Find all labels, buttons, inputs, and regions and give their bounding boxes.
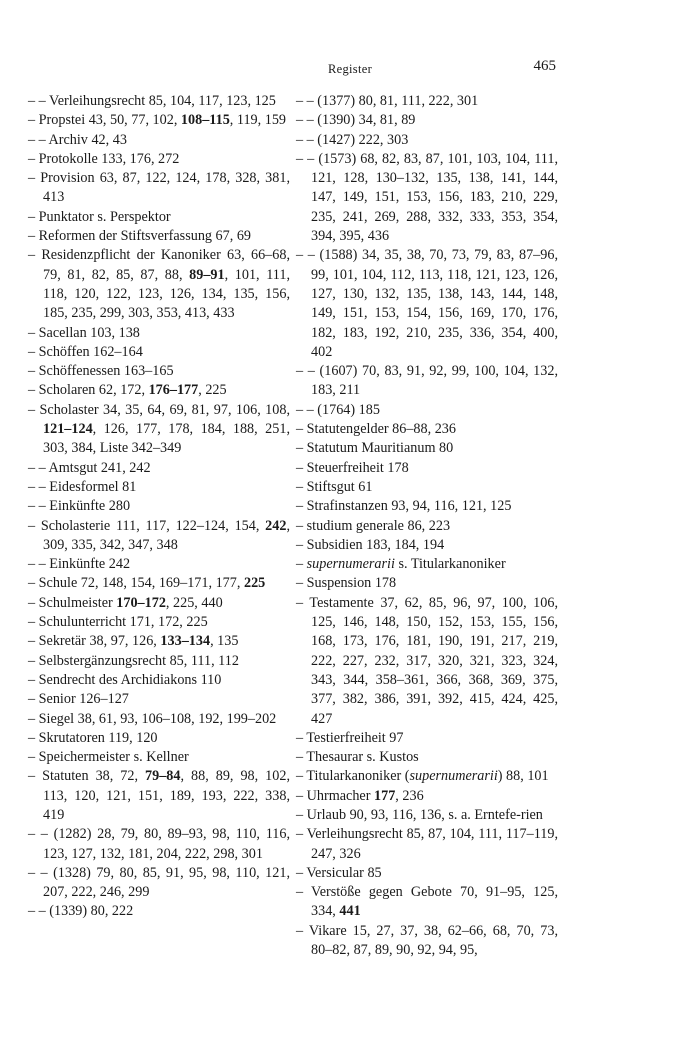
entry-text: – – Amtsgut 241, 242 xyxy=(28,459,151,476)
entry-text: – – (1573) 68, 82, 83, 87, 101, 103, 104, 111, 121, 128, 130–132, 135, 138, 141, 144, 147, 149, 151, 153, 156, 183, 210, 229, 235, 241, 269, 288, 332, 333, 353, 354, 394, 395, 436 xyxy=(296,150,558,245)
entry-text: – xyxy=(296,556,307,573)
entry-text: – Statutum Mauritianum 80 xyxy=(296,440,454,457)
index-entry xyxy=(296,150,558,246)
index-entry xyxy=(28,748,290,767)
entry-text: – Residenzpflicht der Kanoniker 63, 66–68, 79, 81, 82, 85, 87, 88, xyxy=(28,247,290,283)
index-entry xyxy=(28,690,290,709)
entry-text: – Statuten 38, 72, xyxy=(28,768,146,785)
entry-text: – Propstei 43, 50, 77, 102, xyxy=(28,112,181,129)
index-entry xyxy=(28,131,290,150)
bold-page-ref: 177 xyxy=(374,787,396,804)
page-number: 465 xyxy=(533,58,556,74)
index-entry xyxy=(28,208,290,227)
entry-text: ) 88, 101 xyxy=(497,768,549,785)
index-entry xyxy=(28,150,290,169)
bold-page-ref: 108–115 xyxy=(180,112,230,129)
entry-text: – Speichermeister s. Kellner xyxy=(28,749,189,766)
index-entry xyxy=(296,362,558,401)
entry-text: – Schulmeister xyxy=(28,594,117,611)
index-entry xyxy=(28,632,290,651)
index-entry xyxy=(296,92,558,111)
entry-text: – Testierfreiheit 97 xyxy=(296,729,404,746)
entry-text: – Testamente 37, 62, 85, 96, 97, 100, 106, 125, 146, 148, 150, 152, 153, 155, 156, 168, 173, 176, 181, 190, 191, 217, 219, 222, 227, 232, 317, 320, 321, 323, 324, 343, 344, 358–361, 366, 368, 369, 375, 377, 382, 386, 391, 392, 415, 424, 425, 427 xyxy=(296,594,558,727)
entry-text: , 88, 89, 98, 102, 113, 120, 121, 151, 189, 193, 222, 338, 419 xyxy=(43,768,291,823)
entry-text: – Punktator s. Perspektor xyxy=(28,208,171,225)
bold-page-ref: 170–172 xyxy=(116,594,166,611)
index-entry xyxy=(296,767,558,786)
entry-text: , 309, 335, 342, 347, 348 xyxy=(43,517,290,553)
index-entry xyxy=(296,787,558,806)
index-entry xyxy=(296,459,558,478)
entry-text: – Titularkanoniker ( xyxy=(296,768,410,785)
entry-text: – Statutengelder 86–88, 236 xyxy=(296,421,456,438)
index-entry xyxy=(296,478,558,497)
entry-text: – Schöffen 162–164 xyxy=(28,343,143,360)
entry-text: – Thesaurar s. Kustos xyxy=(296,749,419,766)
index-entry xyxy=(28,767,290,825)
entry-text: – Urlaub 90, 93, 116, 136, s. a. Erntefe-rien xyxy=(296,806,543,823)
entry-text: – – Archiv 42, 43 xyxy=(28,131,127,148)
bold-page-ref: 176–177 xyxy=(148,382,199,399)
index-entry xyxy=(28,246,290,323)
entry-text: – – (1764) 185 xyxy=(296,401,380,418)
entry-text: – Uhrmacher xyxy=(296,787,374,804)
entry-text: – – (1427) 222, 303 xyxy=(296,131,409,148)
index-entry xyxy=(28,613,290,632)
entry-text: , 236 xyxy=(395,787,424,804)
entry-text: – – (1588) 34, 35, 38, 70, 73, 79, 83, 87–96, 99, 101, 104, 112, 113, 118, 121, 123, 126, 127, 130, 132, 135, 138, 143, 144, 148, 149, 151, 153, 154, 156, 169, 170, 176, 182, 183, 192, 210, 235, 336, 354, 400, 402 xyxy=(296,247,558,360)
entry-text: – Scholasterie 111, 117, 122–124, 154, xyxy=(28,517,266,534)
index-entry xyxy=(28,478,290,497)
index-entry xyxy=(28,324,290,343)
index-entry xyxy=(296,420,558,439)
entry-text: – Sacellan 103, 138 xyxy=(28,324,140,341)
index-entry xyxy=(28,729,290,748)
index-entry xyxy=(28,517,290,556)
entry-text: – Versicular 85 xyxy=(296,864,382,881)
entry-text: – Strafinstanzen 93, 94, 116, 121, 125 xyxy=(296,498,512,515)
index-entry xyxy=(296,555,558,574)
entry-text: – Senior 126–127 xyxy=(28,691,129,708)
index-entry xyxy=(28,652,290,671)
index-entry xyxy=(28,710,290,729)
entry-text: s. Titularkanoniker xyxy=(394,556,506,573)
entry-text: – studium generale 86, 223 xyxy=(296,517,451,534)
entry-text: – Sendrecht des Archidiakons 110 xyxy=(28,671,222,688)
index-entry xyxy=(28,574,290,593)
index-entry xyxy=(28,594,290,613)
entry-text: – Stiftsgut 61 xyxy=(296,478,373,495)
entry-text: – Verstöße gegen Gebote 70, 91–95, 125, 334, xyxy=(296,884,558,920)
index-entry xyxy=(296,806,558,825)
entry-text: – Protokolle 133, 176, 272 xyxy=(28,150,180,167)
index-entry xyxy=(296,497,558,516)
index-column-right xyxy=(296,92,558,960)
entry-text: – – (1282) 28, 79, 80, 89–93, 98, 110, 116, 123, 127, 132, 181, 204, 222, 298, 301 xyxy=(28,826,290,862)
entry-text: – Schulunterricht 171, 172, 225 xyxy=(28,614,208,631)
index-entry xyxy=(296,825,558,864)
bold-page-ref: 79–84 xyxy=(145,768,181,785)
index-entry xyxy=(28,343,290,362)
entry-text: – Subsidien 183, 184, 194 xyxy=(296,536,445,553)
index-entry xyxy=(28,671,290,690)
index-entry xyxy=(28,401,290,459)
entry-text: – – (1377) 80, 81, 111, 222, 301 xyxy=(296,93,479,109)
index-entry xyxy=(296,594,558,729)
entry-text: – Scholaren 62, 172, xyxy=(28,382,149,399)
entry-text: – Sekretär 38, 97, 126, xyxy=(28,633,161,650)
index-entry xyxy=(296,131,558,150)
bold-page-ref: 441 xyxy=(339,903,361,920)
running-header: Register xyxy=(327,62,373,76)
index-entry xyxy=(296,883,558,922)
index-column-left xyxy=(28,92,290,922)
entry-text: – – (1328) 79, 80, 85, 91, 95, 98, 110, 121, 207, 222, 246, 299 xyxy=(28,864,290,901)
entry-text: – Steuerfreiheit 178 xyxy=(296,459,409,476)
entry-text: – Provision 63, 87, 122, 124, 178, 328, 381, 413 xyxy=(28,170,290,206)
entry-text: – Siegel 38, 61, 93, 106–108, 192, 199–202 xyxy=(28,710,277,727)
entry-text: – – Eidesformel 81 xyxy=(28,478,137,495)
index-entry xyxy=(296,246,558,362)
index-entry xyxy=(28,111,290,130)
italic-term: supernumerarii xyxy=(409,768,498,785)
entry-text: , 119, 159 xyxy=(229,112,287,129)
entry-text: – Scholaster 34, 35, 64, 69, 81, 97, 106, 108, xyxy=(28,401,290,418)
index-entry xyxy=(28,825,290,864)
index-entry xyxy=(296,401,558,420)
entry-text: , 135 xyxy=(210,633,239,650)
index-entry xyxy=(28,459,290,478)
entry-text: , 126, 177, 178, 184, 188, 251, 303, 384, Liste 342–349 xyxy=(43,421,290,457)
bold-page-ref: 225 xyxy=(243,575,266,592)
index-entry xyxy=(296,536,558,555)
index-entry xyxy=(28,555,290,574)
index-entry xyxy=(296,111,558,130)
index-entry xyxy=(296,729,558,748)
italic-term: supernumerarii xyxy=(306,556,395,573)
bold-page-ref: 121–124 xyxy=(43,421,93,438)
index-entry xyxy=(28,169,290,208)
index-entry xyxy=(28,92,290,111)
entry-text: – Selbstergänzungsrecht 85, 111, 112 xyxy=(28,652,239,669)
index-entry xyxy=(28,381,290,400)
entry-text: – – (1607) 70, 83, 91, 92, 99, 100, 104, 132, 183, 211 xyxy=(296,363,558,399)
entry-text: , 225 xyxy=(198,382,227,399)
bold-page-ref: 89–91 xyxy=(189,266,225,283)
index-entry xyxy=(296,748,558,767)
entry-text: – – (1390) 34, 81, 89 xyxy=(296,112,416,129)
index-entry xyxy=(28,902,290,921)
index-entry xyxy=(28,864,290,903)
index-entry xyxy=(28,362,290,381)
bold-page-ref: 242 xyxy=(265,517,287,534)
index-entry xyxy=(296,922,558,961)
entry-text: – – Einkünfte 242 xyxy=(28,556,131,573)
entry-text: – Verleihungsrecht 85, 87, 104, 111, 117–119, 247, 326 xyxy=(296,826,558,862)
index-entry xyxy=(296,574,558,593)
index-entry xyxy=(296,517,558,536)
entry-text: – Schöffenessen 163–165 xyxy=(28,363,174,380)
entry-text: – Vikare 15, 27, 37, 38, 62–66, 68, 70, 73, 80–82, 87, 89, 90, 92, 94, 95, xyxy=(296,922,558,959)
entry-text: , 101, 111, 118, 120, 122, 123, 126, 134, 135, 156, 185, 235, 299, 303, 353, 413, 433 xyxy=(43,266,291,322)
index-entry xyxy=(296,439,558,458)
bold-page-ref: 133–134 xyxy=(160,633,211,650)
entry-text: – – (1339) 80, 222 xyxy=(28,903,134,920)
index-entry xyxy=(28,497,290,516)
entry-text: – Skrutatoren 119, 120 xyxy=(28,729,158,746)
entry-text: – – Verleihungsrecht 85, 104, 117, 123, 125 xyxy=(28,93,276,109)
entry-text: – Suspension 178 xyxy=(296,575,397,592)
index-entry xyxy=(296,864,558,883)
index-entry xyxy=(28,227,290,246)
entry-text: , 225, 440 xyxy=(165,594,223,611)
entry-text: – Schule 72, 148, 154, 169–171, 177, xyxy=(28,575,244,592)
entry-text: – – Einkünfte 280 xyxy=(28,498,131,515)
entry-text: – Reformen der Stiftsverfassung 67, 69 xyxy=(28,228,252,245)
